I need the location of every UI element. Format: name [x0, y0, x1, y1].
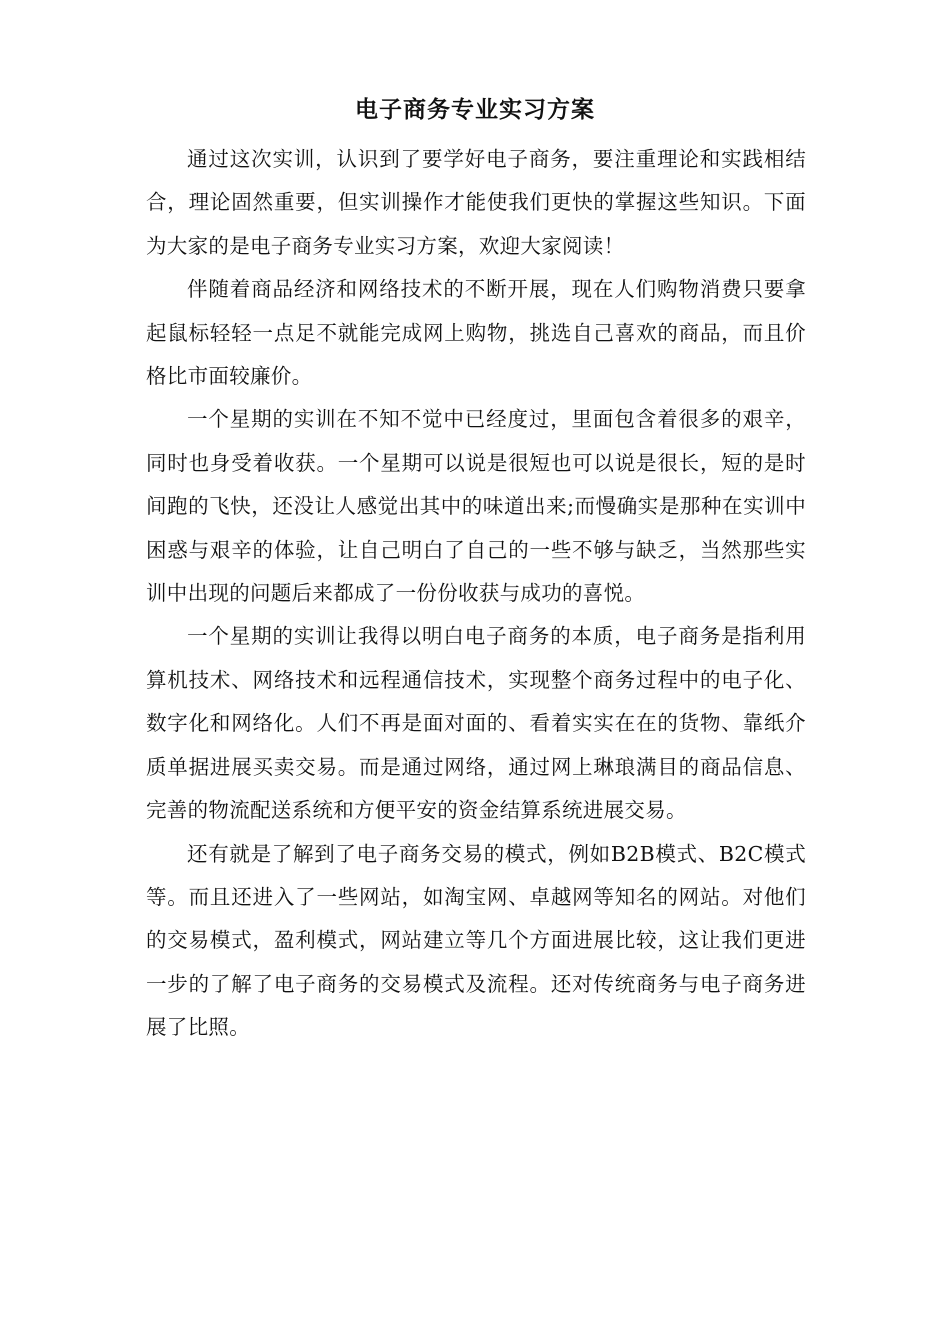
paragraph-ecommerce-essence: 一个星期的实训让我得以明白电子商务的本质，电子商务是指利用算机技术、网络技术和远程通信技术，实现整个商务过程中的电子化、数字化和网络化。人们不再是面对面的、看着实实在在的货物、靠纸介质单据进展买卖交易。而是通过网络，通过网上琳琅满目的商品信息、完善的物流配送系统和方便平安的资金结算系统进展交易。 [146, 624, 806, 823]
document-title: 电子商务专业实习方案 [355, 96, 595, 123]
paragraph-shopping: 伴随着商品经济和网络技术的不断开展，现在人们购物消费只要拿起鼠标轻轻一点足不就能完成网上购物，挑选自己喜欢的商品，而且价格比市面较廉价。 [146, 277, 806, 389]
document-body [146, 138, 806, 1050]
paragraph-trade-models: 还有就是了解到了电子商务交易的模式，例如B2B模式、B2C模式等。而且还进入了一些网站，如淘宝网、卓越网等知名的网站。对他们的交易模式，盈利模式，网站建立等几个方面进展比较，这让我们更进一步的了解了电子商务的交易模式及流程。还对传统商务与电子商务进展了比照。 [146, 841, 806, 1040]
paragraph-intro: 通过这次实训，认识到了要学好电子商务，要注重理论和实践相结合，理论固然重要，但实训操作才能使我们更快的掌握这些知识。下面为大家的是电子商务专业实习方案，欢迎大家阅读！ [146, 147, 806, 258]
paragraph-training-week: 一个星期的实训在不知不觉中已经度过，里面包含着很多的艰辛，同时也身受着收获。一个星期可以说是很短也可以说是很长，短的是时间跑的飞快，还没让人感觉出其中的味道出来;而慢确实是那种在实训中困惑与艰辛的体验，让自己明白了自己的一些不够与缺乏，当然那些实训中出现的问题后来都成了一份份收获与成功的喜悦。 [146, 407, 806, 606]
